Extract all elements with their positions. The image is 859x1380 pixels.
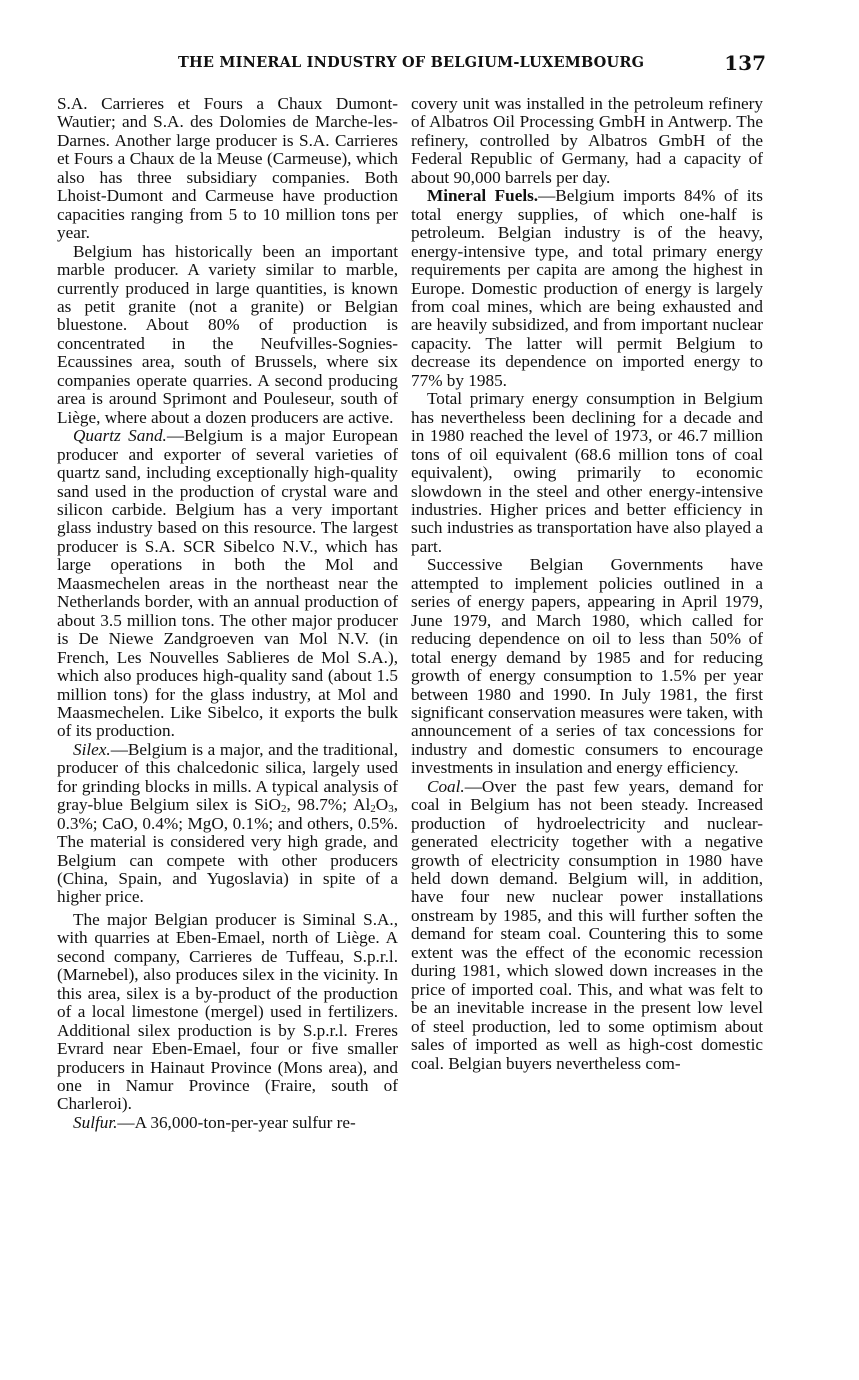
mineral-fuels-heading: Mineral Fuels. [427,186,539,206]
mineral-fuels-body: —Belgium imports 84% of its total energy supplies, of which one-half is petroleum. Belgian industry is of the heavy, energy-intensive type, and total primary energy requirements per capita are among the highest in Europe. Domestic production of energy is largely from coal mines, which are being exhausted and are heavily subsidized, and from important nuclear capacity. The latter will permit Belgium to decrease its dependence on imported energy to 77% by 1985. [411,186,763,390]
silex-body-b: , 98.7%; Al [286,795,371,815]
coal-body: —Over the past few years, demand for coal in Belgium has not been steady. Increased production of hydroelectricity and nuclear-generated electricity together with a negative growth of electricity consumption in 1980 have held down demand. Belgium will, in addition, have four new nuclear power installations onstream by 1985, and this will further soften the demand for steam coal. Countering this to some extent was the effect of the economic recession during 1981, which slowed down increases in the price of imported coal. This, and what was felt to be an inevitable increase in the present low level of steel production, led to some optimism about sales of imported as well as high-cost domestic coal. Belgian buyers nevertheless com- [411,776,763,1073]
paragraph-silex-producers: The major Belgian producer is Siminal S.A., with quarries at Eben-Emael, north of Liège. A second company, Carrieres de Tuffeau, S.p.r.l. (Marnebel), also produces silex in the vicinity. In this area, silex is a by-product of the production of a local limestone (mergel) used in fertilizers. Additional silex production is by S.p.r.l. Freres Evrard near Eben-Emael, four or five smaller producers in Hainaut Province (Mons area), and one in Namur Province (Fraire, south of Charleroi). [57,909,398,1114]
quartz-sand-body: —Belgium is a major European producer and exporter of several varieties of quartz sand, including exceptionally high-quality sand used in the production of crystal ware and silicon carbide. Belgium has a very important glass industry based on this resource. The largest producer is S.A. SCR Sibelco N.V., which has large operations in both the Mol and Maasmechelen areas in the northeast near the Netherlands border, with an annual production of about 3.5 million tons. The other major producer is De Niewe Zandgroeven van Mol N.V. (in French, Les Nouvelles Sablieres de Mol S.A.), which also produces high-quality sand (about 1.5 million tons) for the glass industry, at Mol and Maasmechelen. Like Sibelco, it exports the bulk of its production. [57,426,398,741]
left-column [57,95,398,1132]
silex-subscript-3: 3 [388,803,394,816]
paragraph-energy-policy: Successive Belgian Governments have attempted to implement policies outlined in a series of energy papers, appearing in April 1979, June 1979, and March 1980, which called for reducing dependence on oil to less than 50% of total energy demand by 1985 and for reducing growth of energy consumption to 1.5% per year between 1980 and 1990. In July 1981, the first significant conservation measures were taken, with announcement of a series of tax concessions for industry and domestic consumers to encourage investments in insulation and energy efficiency. [411,555,763,778]
paragraph-marble: Belgium has historically been an important marble producer. A variety similar to marble, currently produced in large quantities, is known as petit granite (not a granite) or Belgian bluestone. About 80% of production is concentrated in the Neufvilles-Sognies-Ecaussines area, south of Brussels, where six companies operate quarries. A second producing area is around Sprimont and Pouleseur, south of Liège, where about a dozen producers are active. [57,241,398,427]
silex-subscript-1: 2 [280,803,287,816]
paragraph-energy-consumption: Total primary energy consumption in Belgium has nevertheless been declining for a decade and in 1980 reached the level of 1973, or 46.7 million tons of oil equivalent (68.6 million tons of coal equivalent), owing primarily to economic slowdown in the steel and other energy-intensive industries. Higher prices and better efficiency in such industries as transportation have also played a part. [411,389,763,556]
paragraph-sulfur [57,1114,398,1132]
silex-body-a: —Belgium is a major, and the traditional, producer of this chalcedonic silica, largely used for grinding blocks in mills. A typical analysis of gray-blue Belgium silex is SiO [57,739,398,815]
coal-heading: Coal. [427,776,465,796]
page-header [60,51,770,80]
paragraph-sulfur-recovery: covery unit was installed in the petroleum refinery of Albatros Oil Processing GmbH in Antwerp. The refinery, controlled by Albatros GmbH of the Federal Republic of Germany, had a capacity of about 90,000 barrels per day. [411,94,763,187]
running-title: THE MINERAL INDUSTRY OF BELGIUM-LUXEMBOURG [178,54,645,71]
paragraph-lime-producers: S.A. Carrieres et Fours a Chaux Dumont-Wautier; and S.A. des Dolomies de Marche-les-Darnes. Another large producer is S.A. Carrieres et Fours a Chaux de la Meuse (Carmeuse), which also has three subsidiary companies. Both Lhoist-Dumont and Carmeuse have production capacities ranging from 5 to 10 million tons per year. [57,94,398,243]
paragraph-coal [411,778,763,1073]
paragraph-silex [57,741,398,907]
silex-body-c: O [375,795,389,815]
sulfur-heading: Sulfur. [73,1112,118,1132]
silex-heading: Silex. [73,739,111,759]
silex-body-d: , 0.3%; CaO, 0.4%; MgO, 0.1%; and others, 0.5%. The material is considered very high grade, and Belgium can compete with other producers (China, Spain, and Yugoslavia) in spite of a higher price. [57,795,398,907]
paragraph-mineral-fuels [411,187,763,390]
right-column [411,95,763,1073]
page-number: 137 [724,51,766,75]
paragraph-quartz-sand [57,427,398,741]
silex-subscript-2: 2 [370,803,376,816]
quartz-sand-heading: Quartz Sand. [73,426,167,446]
sulfur-body: —A 36,000-ton-per-year sulfur re- [117,1112,356,1132]
